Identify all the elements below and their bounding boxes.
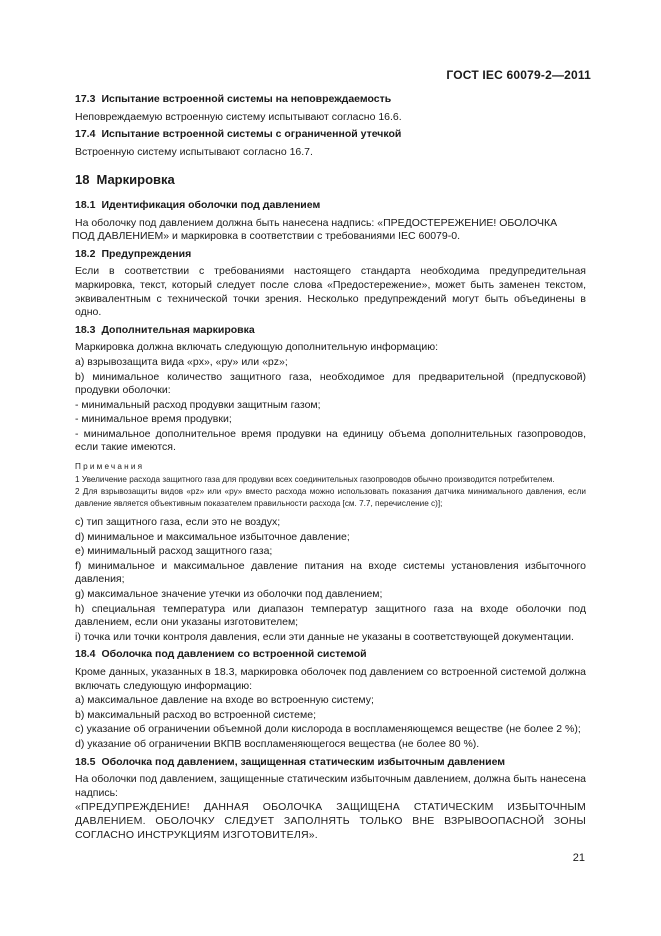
list-item: b) максимальный расход во встроенной системе; [75, 708, 316, 721]
list-item: - минимальный расход продувки защитным газом; [75, 398, 321, 411]
section-number: 18.1 [75, 198, 96, 211]
list-item: c) тип защитного газа, если это не воздух; [75, 516, 281, 529]
section-18-3-intro: Маркировка должна включать следующую дополнительную информацию: [75, 341, 439, 354]
section-title: Испытание встроенной системы на неповреждаемость [101, 93, 392, 105]
section-number: 18.3 [75, 323, 96, 336]
section-18-2-text: Если в соответствии с требованиями настоящего стандарта необходима предупредительная маркировка, текст, который следует после слова «Предостережение», может быть заменен текстом, эквивалентным с технической точки зрения. Несколько предупреждений могут быть объединены в одно. [75, 265, 586, 319]
list-item: - минимальное дополнительное время продувки на единицу объема дополнительных газопроводов, если такие имеются. [75, 427, 586, 454]
section-number: 18.5 [75, 755, 96, 768]
section-title: Испытание встроенной системы с ограниченной утечкой [101, 128, 402, 141]
section-18-1-text [72, 217, 586, 244]
warning-quote: «ПРЕДУПРЕЖДЕНИЕ! ДАННАЯ ОБОЛОЧКА ЗАЩИЩЕНА СТАТИЧЕСКИМ ИЗБЫТОЧНЫМ ДАВЛЕНИЕМ. ОБОЛОЧКУ СЛЕДУЕТ ЗАПОЛНЯТЬ ТОЛЬКО ВНЕ ВЗРЫВООПАСНОЙ ЗОНЫ СОГЛАСНО ИНСТРУКЦИЯМ ИЗГОТОВИТЕЛЯ». [75, 801, 586, 841]
list-item: - минимальное время продувки; [75, 413, 232, 426]
text-line: ПОД ДАВЛЕНИЕМ» и маркировка в соответствии с требованиями IEC 60079-0. [72, 230, 460, 243]
section-18-heading [75, 173, 586, 187]
list-item: c) указание об ограничении объемной доли кислорода в воспламеняющемся веществе (не более 2 %); [75, 723, 581, 736]
section-18-5-heading [75, 756, 586, 770]
note-item: 2 Для взрывозащиты видов «pz» или «py» вместо расхода можно использовать показания датчика минимального давления, если давление является объективным показателем правильности расхода [см. 7.7, перечисление c)]; [75, 487, 586, 509]
list-item: a) максимальное давление на входе во встроенную систему; [75, 694, 374, 707]
list-item: a) взрывозащита вида «px», «py» или «pz»; [75, 355, 288, 368]
section-18-5-intro: На оболочки под давлением, защищенные статическим избыточным давлением, должна быть нанесена надпись: [75, 773, 586, 799]
list-item: g) максимальное значение утечки из оболочки под давлением; [75, 588, 383, 601]
section-title: Дополнительная маркировка [101, 323, 255, 336]
section-18-1-heading [75, 199, 586, 213]
section-17-4-text: Встроенную систему испытывают согласно 16.7. [75, 145, 313, 158]
section-title: Оболочка под давлением со встроенной системой [101, 648, 367, 661]
section-number: 18.4 [75, 648, 96, 661]
section-title: Предупреждения [101, 247, 192, 260]
text-line: На оболочку под давлением должна быть нанесена надпись: «ПРЕДОСТЕРЕЖЕНИЕ! ОБОЛОЧКА [75, 216, 558, 229]
list-item: b) минимальное количество защитного газа, необходимое для предварительной (предпусковой) продувки оболочки: [75, 370, 586, 397]
list-item: d) указание об ограничении ВКПВ воспламеняющегося вещества (не более 80 %). [75, 737, 480, 750]
section-18-4-heading [75, 648, 586, 662]
list-item: i) точка или точки контроля давления, если эти данные не указаны в соответствующей документации. [75, 630, 574, 643]
list-item: e) минимальный расход защитного газа; [75, 545, 273, 558]
section-18-3-heading [75, 324, 586, 338]
section-title: Идентификация оболочки под давлением [101, 198, 321, 211]
section-17-4-heading [75, 128, 586, 142]
notes-title: Примечания [75, 462, 145, 472]
section-17-3-text: Неповреждаемую встроенную систему испытывают согласно 16.6. [75, 110, 402, 123]
section-title: Маркировка [96, 172, 175, 188]
page-number: 21 [572, 852, 585, 864]
notes-block [75, 461, 586, 510]
list-item: d) минимальное и максимальное избыточное давление; [75, 530, 350, 543]
section-number: 17.3 [75, 93, 96, 105]
section-18-4-intro: Кроме данных, указанных в 18.3, маркировка оболочек под давлением со встроенной системой должна включать следующую информацию: [75, 666, 586, 692]
list-item: f) минимальное и максимальное давление питания на входе системы установления избыточного давления; [75, 559, 586, 586]
note-item: 1 Увеличение расхода защитного газа для продувки всех соединительных газопроводов обычно производится потребителем. [75, 475, 555, 485]
section-number: 17.4 [75, 128, 96, 141]
page-content [72, 93, 586, 843]
section-17-3-heading [75, 93, 586, 107]
list-item: h) специальная температура или диапазон температур защитного газа на входе оболочки под давлением, если они указаны изготовителем; [75, 602, 586, 629]
section-number: 18 [75, 172, 90, 188]
section-18-2-heading [75, 248, 586, 262]
document-header: ГОСТ IEC 60079-2—2011 [446, 68, 591, 82]
section-title: Оболочка под давлением, защищенная статическим избыточным давлением [101, 755, 506, 768]
section-number: 18.2 [75, 247, 96, 260]
